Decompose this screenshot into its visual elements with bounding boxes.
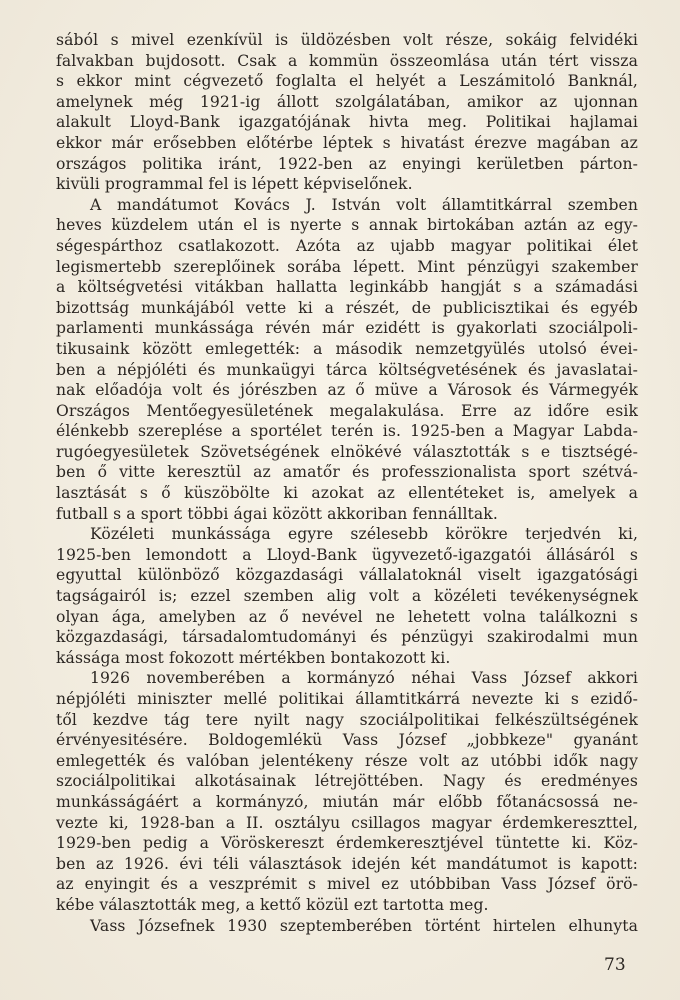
text-line: szociálpolitikai alkotásainak létrejöttében. Nagy és eredményes [56,772,638,791]
text-line: parlamenti munkássága révén már ezidétt is gyakorlati szociálpoli- [56,319,638,338]
text-line: ségespárthoz csatlakozott. Azóta az ujabb magyar politikai élet [56,236,638,255]
text-line: tikusaink között emlegették: a második nemzetgyülés utolsó évei- [56,339,638,358]
text-line: a költségvetési vitákban hallatta leginkább hangját s a számadási [56,278,638,297]
text-line: rugóegyesületek Szövetségének elnökévé választották s e tisztségé- [56,442,638,461]
text-line: vezte ki, 1928-ban a II. osztályu csillagos magyar érdemkereszttel, [56,813,638,832]
text-line: ben ő vitte keresztül az amatőr és professzionalista sport szétvá- [56,463,638,482]
body-text [56,30,638,936]
text-line: az enyingit és a veszprémit s mivel ez utóbbiban Vass József örö- [56,875,638,894]
text-line: érvényesitésére. Boldogemlékü Vass József „jobbkeze" gyanánt [56,731,638,750]
text-line: legismertebb szereplőinek sorába lépett. Mint pénzügyi szakember [56,257,638,276]
text-line: s ekkor mint cégvezető foglalta el helyét a Leszámitoló Banknál, [56,72,638,91]
text-line: heves küzdelem után el is nyerte s annak birtokában aztán az egy- [56,216,638,235]
text-line: egyuttal különböző közgazdasági vállalatoknál viselt igazgatósági [56,566,638,585]
text-line: futball s a sport többi ágai között akkoriban fennálltak. [56,504,498,523]
text-line: 1929-ben pedig a Vöröskereszt érdemkeresztjével tüntette ki. Köz- [56,834,638,853]
text-line: 1925-ben lemondott a Lloyd-Bank ügyvezető-igazgatói állásáról s [56,545,638,564]
text-line: alakult Lloyd-Bank igazgatójának hivta meg. Politikai hajlamai [56,113,638,132]
text-line: ben a népjóléti és munkaügyi tárca költségvetésének és javaslatai- [56,360,638,379]
text-line: amelynek még 1921-ig állott szolgálatában, amikor az ujonnan [56,92,638,111]
text-line: országos politika iránt, 1922-ben az enyingi kerületben párton- [56,154,638,173]
text-line: emlegették és valóban jelentékeny része volt az utóbbi idők nagy [56,751,638,770]
text-line: ekkor már erősebben előtérbe léptek s hivatást érezve magában az [56,133,638,152]
text-line: ben az 1926. évi téli választások idején két mandátumot is kapott: [56,854,638,873]
text-line: A mandátumot Kovács J. István volt államtitkárral szemben [90,195,638,214]
text-line: kássága most fokozott mértékben bontakozott ki. [56,648,451,667]
text-line: tagságairól is; ezzel szemben alig volt a közéleti tevékenységnek [56,587,638,606]
text-line: olyan ága, amelyben az ő nevével ne lehetett volna találkozni s [56,607,638,626]
text-line: bizottság munkájából vette ki a részét, de publicisztikai és egyéb [56,298,638,317]
text-line: élénkebb szereplése a sportélet terén is. 1925-ben a Magyar Labda- [56,422,638,441]
text-line: nak előadója volt és jórészben az ő müve a Városok és Vármegyék [56,381,638,400]
page-number: 73 [604,955,626,975]
text-line: közgazdasági, társadalomtudományi és pénzügyi szakirodalmi mun [56,628,638,647]
text-line: Közéleti munkássága egyre szélesebb körökre terjedvén ki, [90,525,638,544]
text-line: 1926 novemberében a kormányzó néhai Vass József akkori [90,669,638,688]
text-line: munkásságáért a kormányzó, miután már előbb főtanácsossá ne- [56,792,638,811]
text-line: sából s mivel ezenkívül is üldözésben volt része, sokáig felvidéki [56,31,638,49]
text-line: Országos Mentőegyesületének megalakulása. Erre az időre esik [56,401,638,420]
text-line: népjóléti miniszter mellé politikai államtitkárrá nevezte ki s ezidő- [56,690,638,708]
text-line: lasztását s ő küszöbölte ki azokat az ellentéteket is, amelyek a [56,484,638,503]
text-line: kébe választották meg, a kettő közül ezt tartotta meg. [56,895,489,914]
text-line: Vass Józsefnek 1930 szeptemberében történt hirtelen elhunyta [90,916,638,935]
text-line: től kezdve tág tere nyilt nagy szociálpolitikai felkészültségének [56,710,638,729]
text-line: falvakban bujdosott. Csak a kommün összeomlása után tért vissza [56,51,638,70]
text-line: kivüli programmal fel is lépett képviselőnek. [56,175,413,194]
